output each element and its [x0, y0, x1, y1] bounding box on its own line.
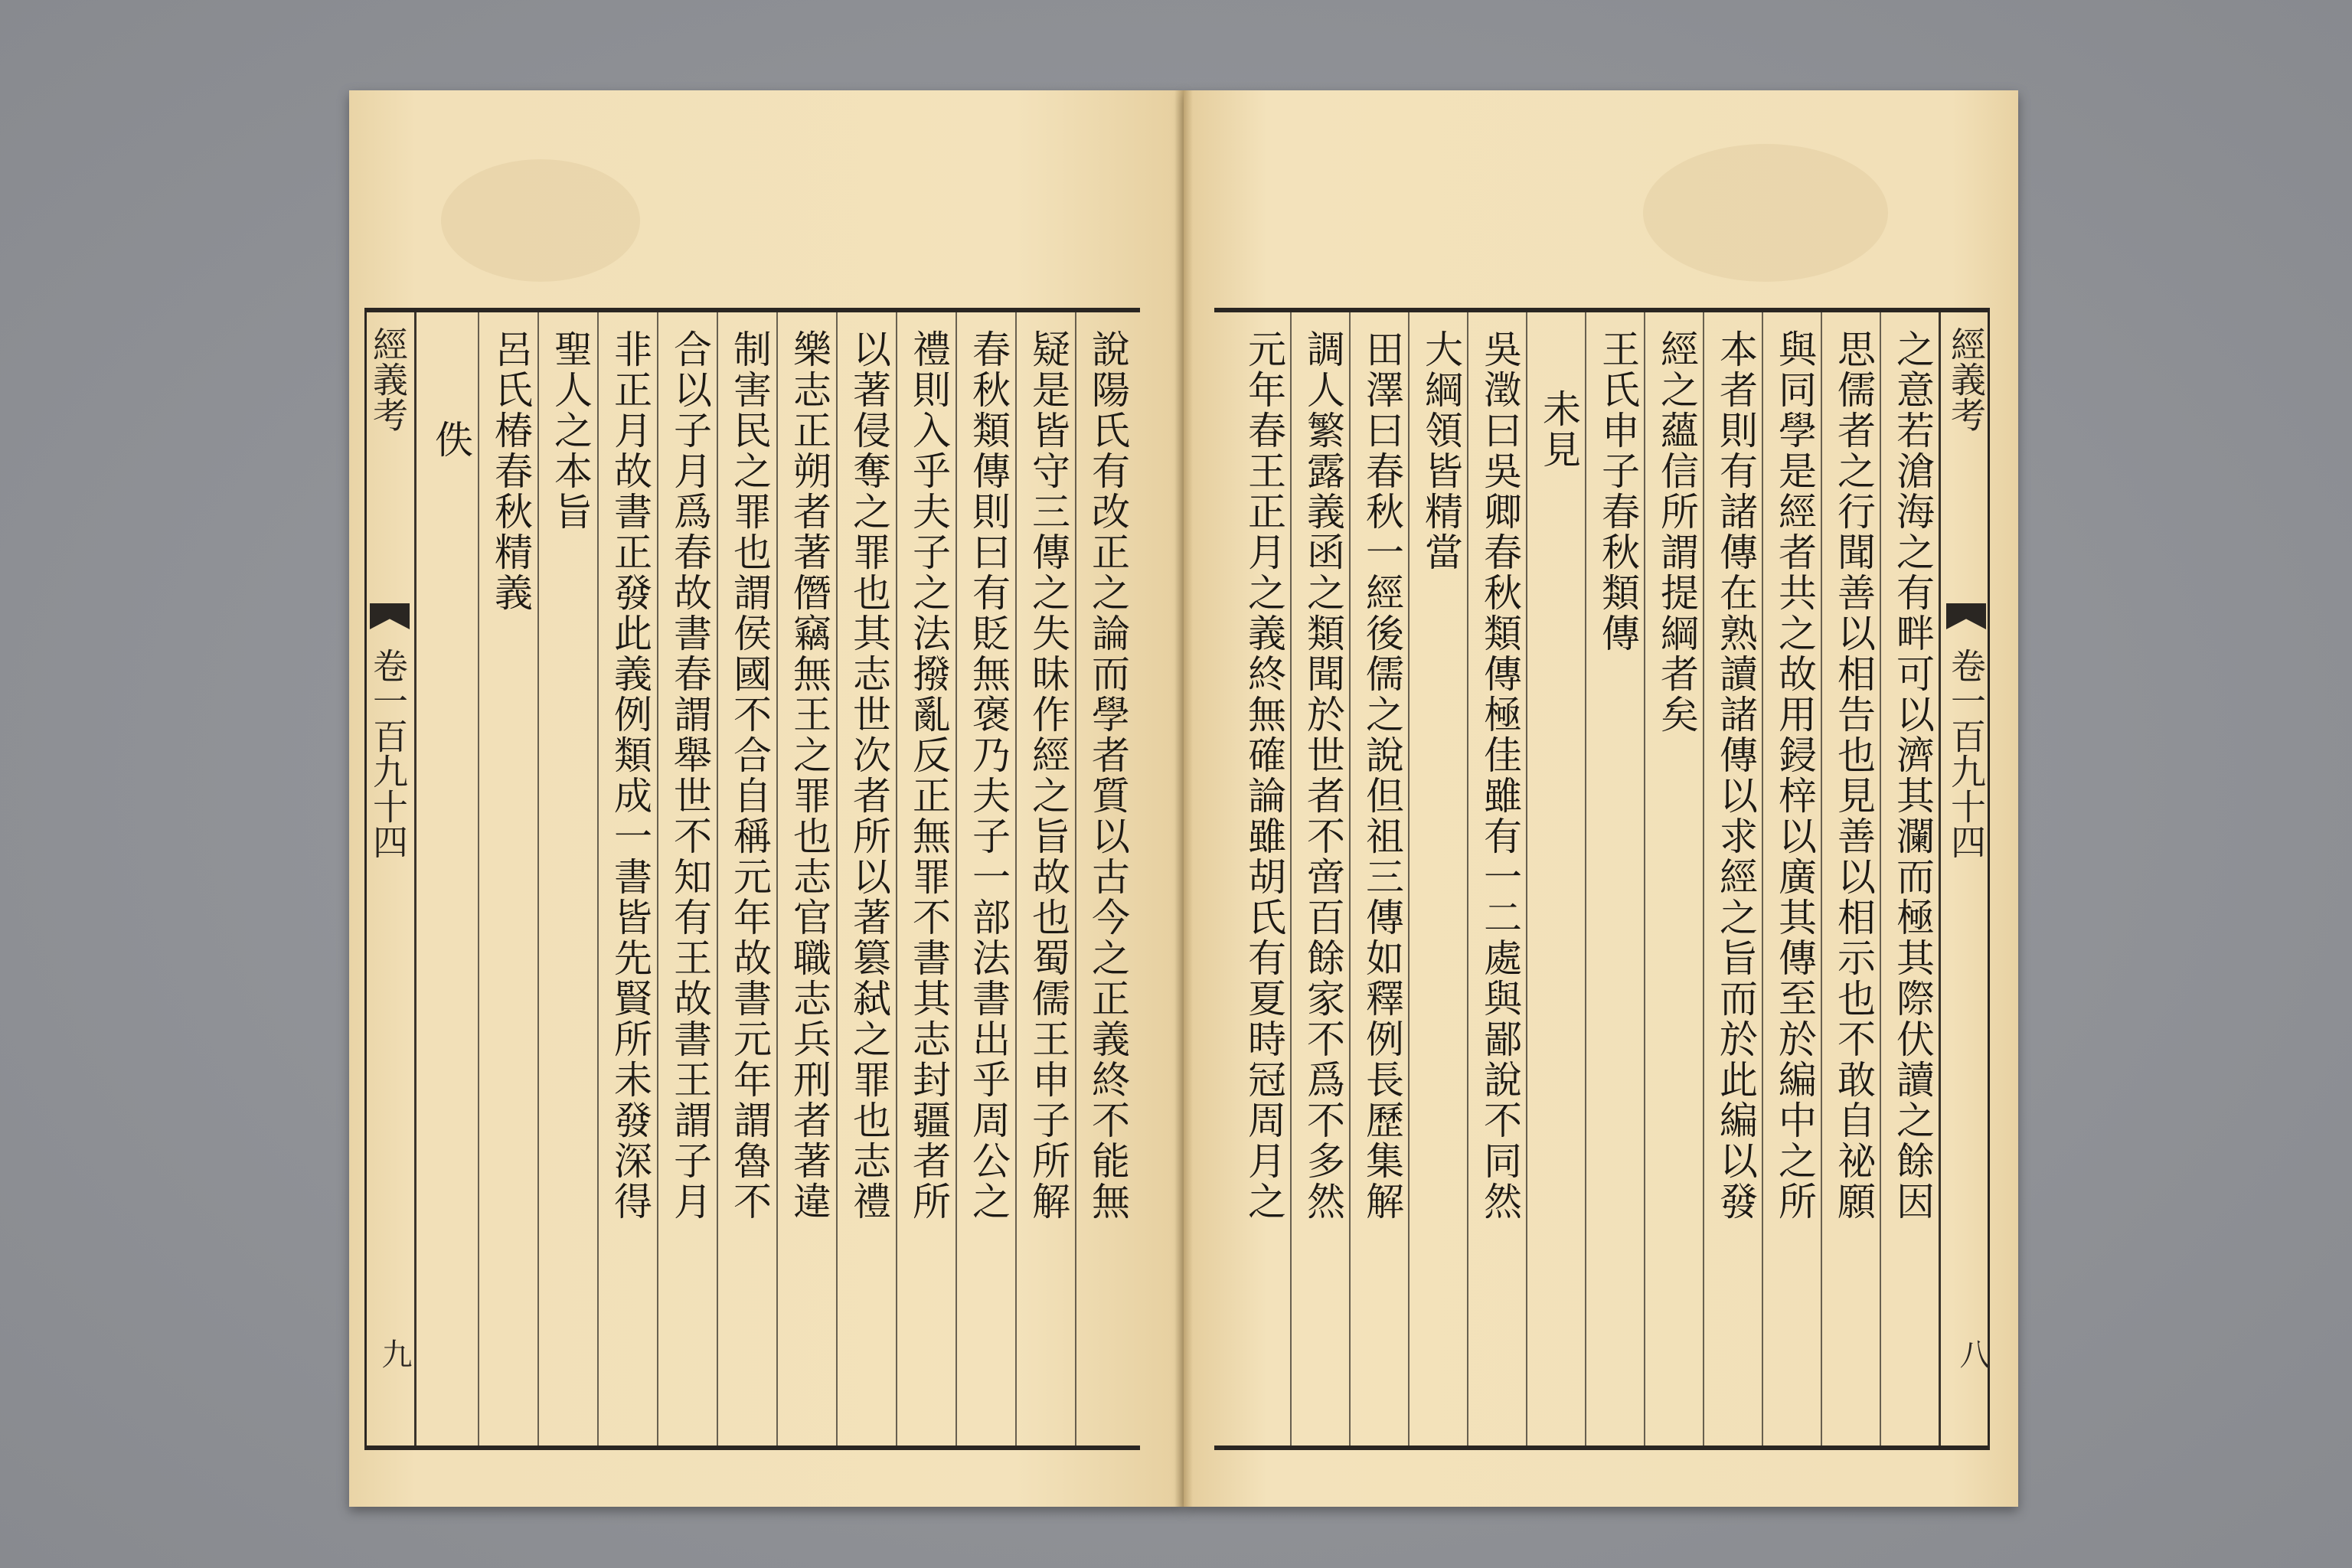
left-column-4: 禮則入乎夫子之法撥亂反正無罪不書其志封疆者所	[906, 329, 951, 1222]
paper-stain	[441, 159, 640, 282]
left-column-7: 制害民之罪也謂侯國不合自稱元年故書元年謂魯不	[727, 329, 772, 1222]
left-column-2: 疑是皆守三傳之失昧作經之旨故也蜀儒王申子所解	[1026, 329, 1070, 1222]
paper-stain	[1643, 144, 1888, 282]
left-column-8: 合以子月爲春故書春謂舉世不知有王故書王謂子月	[668, 329, 712, 1222]
column-rule	[1408, 312, 1410, 1446]
column-rule	[1880, 312, 1881, 1446]
column-rule	[717, 312, 718, 1446]
column-rule	[537, 312, 539, 1446]
column-rule	[776, 312, 778, 1446]
right-column-2: 思儒者之行聞善以相告也見善以相示也不敢自祕願	[1831, 329, 1876, 1222]
column-rule	[1349, 312, 1351, 1446]
right-column-3: 與同學是經者共之故用鋟梓以廣其傳至於編中之所	[1772, 329, 1817, 1222]
left-column-5: 以著侵奪之罪也其志世次者所以著篡弑之罪也志禮	[847, 329, 891, 1222]
right-page	[1184, 90, 2018, 1507]
right-folio: 八	[1955, 1338, 1990, 1369]
column-rule	[1585, 312, 1586, 1446]
left-column-11-heading: 呂氏椿春秋精義	[488, 329, 533, 613]
column-rule	[1644, 312, 1645, 1446]
left-column-3: 春秋類傳則曰有貶無褒乃夫子一部法書出乎周公之	[966, 329, 1011, 1222]
right-column-1: 之意若滄海之有畔可以濟其瀾而極其際伏讀之餘因	[1890, 329, 1935, 1222]
right-edge-volume: 卷一百九十四	[1945, 648, 1987, 859]
left-column-6: 樂志正朔者著僭竊無王之罪也志官職志兵刑者著違	[787, 329, 831, 1222]
edge-rule	[414, 312, 416, 1446]
column-rule	[1703, 312, 1704, 1446]
left-folio: 九	[377, 1338, 412, 1369]
column-rule	[478, 312, 479, 1446]
left-text-frame	[364, 308, 1140, 1450]
open-book	[349, 90, 2018, 1507]
left-edge-volume: 卷一百九十四	[368, 648, 409, 859]
column-rule	[836, 312, 838, 1446]
left-column-9: 非正月故書正發此義例類成一書皆先賢所未發深得	[608, 329, 652, 1222]
column-rule	[1821, 312, 1822, 1446]
column-rule	[1762, 312, 1763, 1446]
right-column-6-heading: 王氏申子春秋類傳	[1596, 329, 1640, 654]
column-rule	[1290, 312, 1292, 1446]
left-column-12: 佚	[429, 420, 473, 460]
column-rule	[597, 312, 599, 1446]
right-column-11: 調人繁露義函之類聞於世者不啻百餘家不爲不多然	[1301, 329, 1345, 1222]
column-rule	[1075, 312, 1076, 1446]
column-rule	[657, 312, 658, 1446]
column-rule	[956, 312, 957, 1446]
right-column-8: 吳澂曰吳卿春秋類傳極佳雖有一二處與鄙說不同然	[1478, 329, 1522, 1222]
left-edge-title: 經義考	[368, 326, 409, 432]
book-gutter	[1174, 90, 1193, 1507]
right-column-5: 經之蘊信所謂提綱者矣	[1655, 329, 1699, 735]
right-column-12: 元年春王正月之義終無確論雖胡氏有夏時冠周月之	[1242, 329, 1286, 1222]
column-rule	[1015, 312, 1017, 1446]
left-column-1: 說陽氏有改正之論而學者質以古今之正義終不能無	[1086, 329, 1130, 1222]
right-edge-title: 經義考	[1945, 326, 1987, 432]
left-page	[349, 90, 1184, 1507]
right-text-frame	[1214, 308, 1990, 1450]
edge-rule	[1939, 312, 1941, 1446]
right-column-7: 未見	[1537, 389, 1581, 470]
left-column-10: 聖人之本旨	[548, 329, 593, 532]
column-rule	[1526, 312, 1527, 1446]
column-rule	[1467, 312, 1468, 1446]
column-rule	[896, 312, 897, 1446]
right-column-4: 本者則有諸傳在熟讀諸傳以求經之旨而於此編以發	[1713, 329, 1758, 1222]
right-column-9: 大綱領皆精當	[1419, 329, 1463, 573]
right-column-10: 田澤曰春秋一經後儒之說但祖三傳如釋例長歷集解	[1360, 329, 1404, 1222]
